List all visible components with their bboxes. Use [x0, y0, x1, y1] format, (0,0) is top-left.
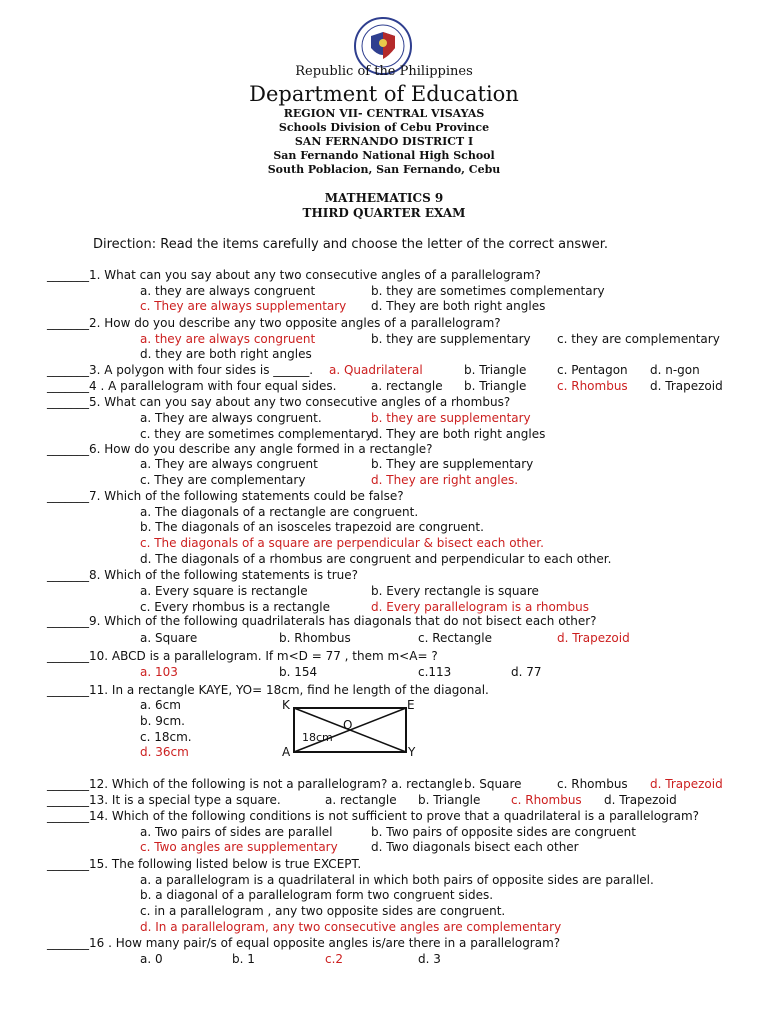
q1-option-c: c. They are always supplementary	[140, 299, 347, 313]
q7-option-c: c. The diagonals of a square are perpendicular & bisect each other.	[140, 536, 544, 550]
question-9-stem: _______9. Which of the following quadrilaterals has diagonals that do not bisect each other?	[47, 614, 597, 628]
q1-option-d: d. They are both right angles	[371, 299, 546, 313]
q11-option-c: c. 18cm.	[140, 730, 192, 744]
q12-option-d: d. Trapezoid	[650, 777, 723, 791]
question-11-stem: _______11. In a rectangle KAYE, YO= 18cm, find he length of the diagonal.	[47, 683, 489, 697]
q11-option-a: a. 6cm	[140, 698, 181, 712]
question-4-stem: _______4 . A parallelogram with four equal sides.	[47, 379, 337, 393]
q6-option-d: d. They are right angles.	[371, 473, 519, 487]
q7-option-b: b. The diagonals of an isosceles trapezoid are congruent.	[140, 520, 484, 534]
question-6-stem: _______6. How do you describe any angle formed in a rectangle?	[47, 442, 433, 456]
q12-option-c: c. Rhombus	[557, 777, 628, 791]
question-12-stem: _______12. Which of the following is not a parallelogram? a. rectangle	[47, 777, 463, 791]
q10-option-b: b. 154	[279, 665, 318, 679]
q2-option-d: d. they are both right angles	[140, 347, 312, 361]
question-7-stem: _______7. Which of the following statements could be false?	[47, 489, 404, 503]
vertex-a-label: A	[282, 745, 291, 758]
q14-option-d: d. Two diagonals bisect each other	[371, 840, 579, 854]
question-16-stem: _______16 . How many pair/s of equal opposite angles is/are there in a parallelogram?	[47, 936, 561, 950]
question-10-stem: _______10. ABCD is a parallelogram. If m<D = 77 , them m<A= ?	[47, 649, 438, 663]
question-1-stem: _______1. What can you say about any two consecutive angles of a parallelogram?	[47, 268, 541, 282]
school-line: San Fernando National High School	[273, 149, 495, 162]
q10-option-a: a. 103	[140, 665, 178, 679]
q15-option-b: b. a diagonal of a parallelogram form two congruent sides.	[140, 888, 494, 902]
q2-option-a: a. they are always congruent	[140, 332, 316, 346]
q12-option-b: b. Square	[464, 777, 522, 791]
q5-option-d: d. They are both right angles	[371, 427, 546, 441]
vertex-y-label: Y	[408, 745, 416, 758]
q9-option-d: d. Trapezoid	[557, 631, 630, 645]
q16-option-a: a. 0	[140, 952, 163, 966]
q15-option-a: a. a parallelogram is a quadrilateral in which both pairs of opposite sides are parallel.	[140, 873, 654, 887]
q6-option-c: c. They are complementary	[140, 473, 306, 487]
q11-option-b: b. 9cm.	[140, 714, 185, 728]
measure-label: 18cm	[302, 731, 333, 744]
q8-option-a: a. Every square is rectangle	[140, 584, 308, 598]
q2-option-c: c. they are complementary	[557, 332, 720, 346]
q7-option-d: d. The diagonals of a rhombus are congruent and perpendicular to each other.	[140, 552, 612, 566]
q6-option-b: b. They are supplementary	[371, 457, 534, 471]
center-o-label: O	[343, 718, 353, 732]
q5-option-c: c. they are sometimes complementary	[140, 427, 373, 441]
question-5-stem: _______5. What can you say about any two consecutive angles of a rhombus?	[47, 395, 511, 409]
q13-option-b: b. Triangle	[418, 793, 481, 807]
direction-text: Direction: Read the items carefully and choose the letter of the correct answer.	[93, 237, 609, 252]
address-line: South Poblacion, San Fernando, Cebu	[267, 163, 501, 176]
rectangle-kaye-figure	[280, 696, 420, 758]
question-2-stem: _______2. How do you describe any two opposite angles of a parallelogram?	[47, 316, 501, 330]
q3-option-d: d. n-gon	[650, 363, 700, 377]
q3-option-c: c. Pentagon	[557, 363, 628, 377]
q13-option-d: d. Trapezoid	[604, 793, 677, 807]
vertex-k-label: K	[282, 698, 290, 712]
q9-option-b: b. Rhombus	[279, 631, 351, 645]
district-line: SAN FERNANDO DISTRICT I	[294, 135, 474, 148]
q5-option-b: b. they are supplementary	[371, 411, 531, 425]
q4-option-c: c. Rhombus	[557, 379, 628, 393]
question-3-stem: _______3. A polygon with four sides is ______.	[47, 363, 314, 377]
division-line: Schools Division of Cebu Province	[278, 121, 490, 134]
q16-option-c: c.2	[325, 952, 344, 966]
q14-option-b: b. Two pairs of opposite sides are congruent	[371, 825, 636, 839]
q6-option-a: a. They are always congruent	[140, 457, 318, 471]
q7-option-a: a. The diagonals of a rectangle are congruent.	[140, 505, 419, 519]
q10-option-d: d. 77	[511, 665, 542, 679]
q9-option-a: a. Square	[140, 631, 198, 645]
q10-option-c: c.113	[418, 665, 452, 679]
q8-option-b: b. Every rectangle is square	[371, 584, 539, 598]
q1-option-a: a. they are always congruent	[140, 284, 316, 298]
q4-option-d: d. Trapezoid	[650, 379, 723, 393]
q16-option-d: d. 3	[418, 952, 441, 966]
q1-option-b: b. they are sometimes complementary	[371, 284, 605, 298]
department-title: Department of Education	[249, 82, 519, 106]
q4-option-a: a. rectangle	[371, 379, 443, 393]
region-line: REGION VII- CENTRAL VISAYAS	[283, 107, 485, 120]
q14-option-c: c. Two angles are supplementary	[140, 840, 338, 854]
q8-option-c: c. Every rhombus is a rectangle	[140, 600, 331, 614]
q11-option-d: d. 36cm	[140, 745, 189, 759]
q5-option-a: a. They are always congruent.	[140, 411, 322, 425]
q9-option-c: c. Rectangle	[418, 631, 493, 645]
q15-option-c: c. in a parallelogram , any two opposite sides are congruent.	[140, 904, 506, 918]
question-15-stem: _______15. The following listed below is true EXCEPT.	[47, 857, 362, 871]
question-14-stem: _______14. Which of the following conditions is not sufficient to prove that a quadrilateral is a parallelogram?	[47, 809, 700, 823]
republic-line: Republic of the Philippines	[295, 64, 473, 79]
q13-option-c: c. Rhombus	[511, 793, 582, 807]
q15-option-d: d. In a parallelogram, any two consecutive angles are complementary	[140, 920, 562, 934]
q2-option-b: b. they are supplementary	[371, 332, 531, 346]
question-13-stem: _______13. It is a special type a square.	[47, 793, 281, 807]
exam-line: THIRD QUARTER EXAM	[302, 206, 466, 220]
question-8-stem: _______8. Which of the following statements is true?	[47, 568, 358, 582]
vertex-e-label: E	[407, 698, 415, 712]
q3-option-a: a. Quadrilateral	[329, 363, 423, 377]
q8-option-d: d. Every parallelogram is a rhombus	[371, 600, 589, 614]
q4-option-b: b. Triangle	[464, 379, 527, 393]
subject-line: MATHEMATICS 9	[324, 191, 444, 205]
q14-option-a: a. Two pairs of sides are parallel	[140, 825, 333, 839]
q13-option-a: a. rectangle	[325, 793, 397, 807]
q16-option-b: b. 1	[232, 952, 255, 966]
q3-option-b: b. Triangle	[464, 363, 527, 377]
